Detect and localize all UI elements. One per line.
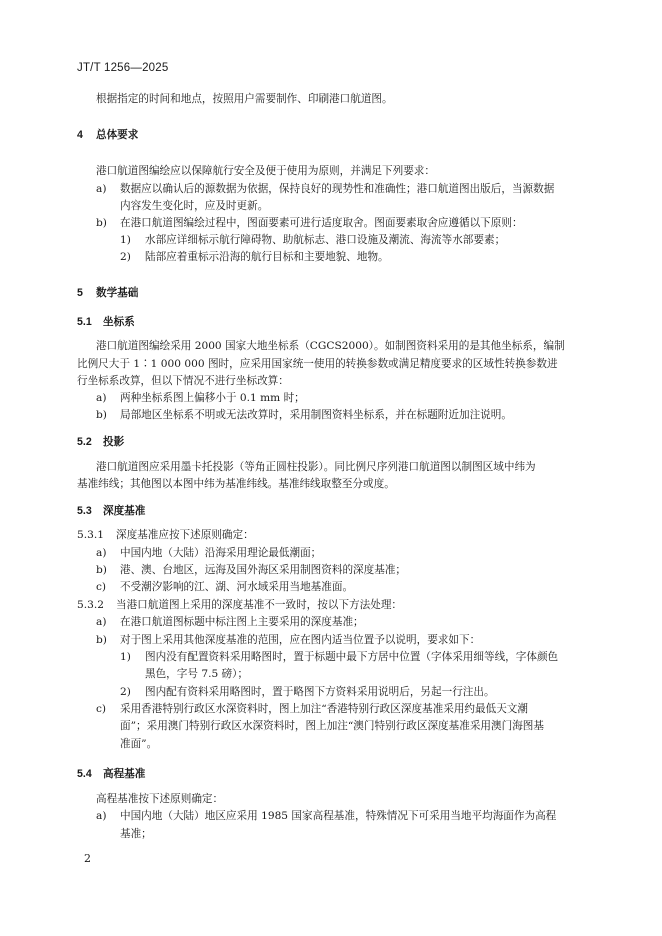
body-line: 根据指定的时间和地点，按照用户需要制作、印刷港口航道图。 [96,93,393,105]
subsection-heading: 深度基准 [103,505,146,517]
list-item-continued: 基准； [120,828,152,840]
list-item: 在港口航道图编绘过程中，图面要素可进行适度取舍。图面要素取舍应遵循以下原则： [120,217,523,229]
page-number: 2 [84,852,91,865]
list-item: 不受潮汐影响的江、湖、河水域采用当地基准面。 [120,581,354,593]
list-marker: b) [96,217,107,229]
body-line: 行坐标系改算，但以下情况不进行坐标改算： [77,375,289,387]
list-marker: a) [96,547,107,559]
subsection-number: 5.2 [77,436,92,448]
section-heading: 数学基础 [96,287,139,299]
list-marker: a) [96,183,107,195]
sublist-marker: 1) [120,651,131,663]
clause-text: 当港口航道图上采用的深度基准不一致时，按以下方法处理： [116,599,403,611]
list-item: 两种坐标系图上偏移小于 0.1 mm 时； [120,392,305,404]
list-marker: c) [96,581,107,593]
body-line: 港口航道图编绘应以保障航行安全及便于使用为原则，并满足下列要求： [96,165,435,177]
list-marker: b) [96,564,107,576]
list-marker: a) [96,810,107,822]
list-item-continued: 内容发生变化时，应及时更新。 [120,200,269,212]
sublist-marker: 2) [120,251,131,263]
subsection-number: 5.3 [77,505,92,517]
sublist-item: 图内配有资料采用略图时，置于略图下方资料采用说明后，另起一行注出。 [145,686,495,698]
document-header: JT/T 1256—2025 [77,62,169,74]
list-item: 采用香港特别行政区水深资料时，图上加注“香港特别行政区深度基准采用约最低天文潮 [120,703,528,715]
sublist-marker: 1) [120,234,131,246]
list-marker: c) [96,703,107,715]
list-marker: b) [96,409,107,421]
subsection-number: 5.1 [77,316,92,328]
section-number: 4 [77,129,83,141]
list-item-continued: 准面”。 [120,738,158,750]
sublist-item-continued: 黑色，字号 7.5 磅）； [145,668,249,680]
list-item: 港、澳、台地区，远海及国外海区采用制图资料的深度基准； [120,564,407,576]
list-marker: b) [96,634,107,646]
body-line: 港口航道图应采用墨卡托投影（等角正圆柱投影）。同比例尺序列港口航道图以制图区域中纬为 [96,461,536,473]
body-line: 比例尺大于 1∶1 000 000 图时，应采用国家统一使用的转换参数或满足精度要求的区域性转换参数进 [77,358,558,370]
list-item-continued: 面”；采用澳门特别行政区水深资料时，图上加注“澳门特别行政区深度基准采用澳门海图基 [120,720,544,732]
sublist-marker: 2) [120,686,131,698]
sublist-item: 图内没有配置资料采用略图时，置于标题中最下方居中位置（字体采用细等线，字体颜色 [145,651,559,663]
list-item: 在港口航道图标题中标注图上主要采用的深度基准； [120,616,364,628]
clause-number: 5.3.1 [77,529,104,541]
list-item: 数据应以确认后的源数据为依据，保持良好的现势性和准确性；港口航道图出版后，当源数据 [120,183,555,195]
body-line: 基准纬线；其他图以本图中纬为基准纬线。基准纬线取整至分或度。 [77,478,395,490]
sublist-item: 陆部应着重标示沿海的航行目标和主要地貌、地物。 [145,251,389,263]
section-heading: 总体要求 [96,129,139,141]
list-item: 中国内地（大陆）地区应采用 1985 国家高程基准，特殊情况下可采用当地平均海面作为高程 [120,810,557,822]
subsection-heading: 坐标系 [103,316,135,328]
list-marker: a) [96,392,107,404]
section-number: 5 [77,287,83,299]
list-marker: a) [96,616,107,628]
list-item: 中国内地（大陆）沿海采用理论最低潮面； [120,547,322,559]
list-item: 对于图上采用其他深度基准的范围，应在图内适当位置予以说明，要求如下： [120,634,481,646]
subsection-heading: 高程基准 [103,768,146,780]
clause-number: 5.3.2 [77,599,104,611]
body-line: 高程基准按下述原则确定： [96,793,224,805]
subsection-heading: 投影 [103,436,125,448]
body-line: 港口航道图编绘采用 2000 国家大地坐标系（CGCS2000）。如制图资料采用的是其他坐标系，编制 [96,340,565,352]
list-item: 局部地区坐标系不明或无法改算时，采用制图资料坐标系，并在标题附近加注说明。 [120,409,512,421]
subsection-number: 5.4 [77,768,92,780]
clause-text: 深度基准应按下述原则确定： [116,529,254,541]
sublist-item: 水部应详细标示航行障碍物、助航标志、港口设施及潮流、海流等水部要素； [145,234,506,246]
